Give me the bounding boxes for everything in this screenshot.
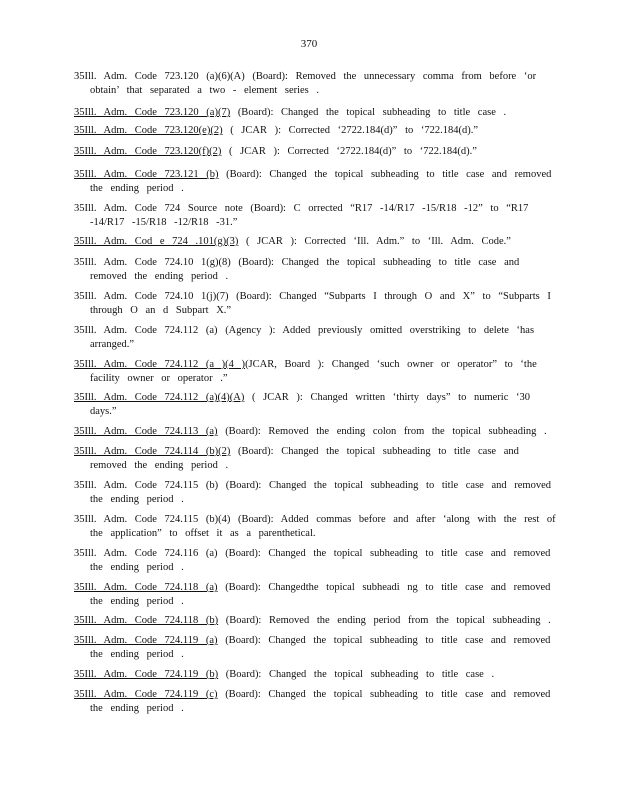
citation: 35Ill. Adm. Code 724.115 (b)(4) [74, 514, 231, 525]
correction-text: (Board): Changed the topical subheading to title case and removed the ending period . [90, 257, 520, 282]
errata-entry [74, 202, 560, 229]
errata-entry [74, 634, 560, 661]
correction-text: (Board): Changed the topical subheading to title case . [218, 669, 495, 680]
citation: 35Ill. Adm. Code 724.119 (a) [74, 635, 218, 646]
errata-entry [74, 290, 560, 317]
citation: 35Ill. Adm. Code 724.10 1(j)(7) [74, 291, 229, 302]
errata-entry [74, 547, 560, 574]
correction-text: (Board): Changed the topical subheading to title case and removed the ending period . [90, 169, 552, 194]
errata-entry [74, 513, 560, 540]
correction-text: (Board): Changedthe topical subheadi ng to title case and removed the ending period . [90, 582, 551, 607]
errata-entry [74, 445, 560, 472]
citation: 35Ill. Adm. Code 724.112 (a) [74, 325, 218, 336]
correction-text: (Board): Removed the unnecessary comma from before ‘or obtain’ that separated a two - element series . [90, 71, 537, 96]
citation: 35Ill. Adm. Code 724.119 (c) [74, 689, 218, 700]
errata-entry [74, 668, 560, 682]
correction-text: (Agency ): Added previously omitted overstriking to delete ‘has arranged.” [90, 325, 535, 350]
correction-text: (Board): C orrected “R17 -14/R17 -15/R18 -12” to “R17 -14/R17 -15/R18 -12/R18 -31.” [90, 203, 529, 228]
correction-text: (Board): Changed the topical subheading to title case and removed the ending period . [90, 446, 519, 471]
errata-entry [74, 256, 560, 283]
citation: 35Ill. Adm. Code 724 Source note [74, 203, 243, 214]
correction-text: (Board): Removed the ending period from the topical subheading . [218, 615, 551, 626]
correction-text: ( JCAR ): Corrected ‘Ill. Adm.” to ‘Ill. Adm. Code.” [238, 236, 511, 247]
correction-text: (Board): Changed “Subparts I through O and X” to “Subparts I through O an d Subpart X.” [90, 291, 551, 316]
citation: 35Ill. Adm. Code 724.10 1(g)(8) [74, 257, 231, 268]
correction-text: (Board): Changed the topical subheading to title case and removed the ending period . [90, 548, 551, 573]
citation: 35Ill. Adm. Code 723.120(e)(2) [74, 125, 223, 136]
correction-text: (Board): Changed the topical subheading to title case and removed the ending period . [90, 635, 551, 660]
errata-entry [74, 168, 560, 195]
citation: 35Ill. Adm. Code 723.120 (a)(7) [74, 107, 231, 118]
errata-entry [74, 688, 560, 715]
citation: 35Ill. Adm. Code 724.118 (b) [74, 615, 219, 626]
citation: 35Ill. Adm. Code 723.120 (a)(6)(A) [74, 71, 245, 82]
correction-text: ( JCAR ): Corrected ‘2722.184(d)” to ‘722.184(d).” [221, 146, 477, 157]
citation: 35Ill. Adm. Code 724.114 (b)(2) [74, 446, 231, 457]
correction-text: (Board): Added commas before and after ‘along with the rest of the application” to offset it as a parenthetical. [90, 514, 556, 539]
errata-entry [74, 145, 560, 159]
correction-text: (Board): Changed the topical subheading to title case and removed the ending period . [90, 480, 551, 505]
citation: 35Ill. Adm. Code 724.118 (a) [74, 582, 218, 593]
citation: 35Ill. Adm. Code 724.116 (a) [74, 548, 218, 559]
correction-text: (Board): Removed the ending colon from the topical subheading . [217, 426, 547, 437]
errata-entry [74, 124, 560, 138]
errata-entry [74, 70, 560, 97]
errata-entry [74, 479, 560, 506]
citation: 35Ill. Adm. Code 724.115 (b) [74, 480, 219, 491]
errata-entry [74, 391, 560, 418]
page-number: 370 [300, 38, 318, 50]
errata-entry [74, 106, 560, 120]
citation: 35Ill. Adm. Code 724.112 (a )(4 ) [74, 359, 246, 370]
errata-entry [74, 324, 560, 351]
errata-entry [74, 235, 560, 249]
correction-text: (Board): Changed the topical subheading to title case . [230, 107, 507, 118]
correction-text: (JCAR, Board ): Changed ‘such owner or operator” to ‘the facility owner or operator .” [90, 359, 537, 384]
citation: 35Ill. Adm. Code 724.119 (b) [74, 669, 219, 680]
citation: 35Ill. Adm. Code 724.113 (a) [74, 426, 218, 437]
correction-text: ( JCAR ): Changed written ‘thirty days” to numeric ‘30 days.” [90, 392, 530, 417]
correction-text: (Board): Changed the topical subheading to title case and removed the ending period . [90, 689, 551, 714]
citation: 35Ill. Adm. Code 723.120(f)(2) [74, 146, 222, 157]
errata-entry [74, 581, 560, 608]
errata-entry [74, 358, 560, 385]
citation: 35Ill. Adm. Code 724.112 (a)(4)(A) [74, 392, 245, 403]
citation: 35Ill. Adm. Cod e 724 .101(g)(3) [74, 236, 239, 247]
correction-text: ( JCAR ): Corrected ‘2722.184(d)” to ‘722.184(d).” [222, 125, 479, 136]
errata-entry [74, 425, 560, 439]
citation: 35Ill. Adm. Code 723.121 (b) [74, 169, 219, 180]
errata-entry [74, 614, 560, 628]
